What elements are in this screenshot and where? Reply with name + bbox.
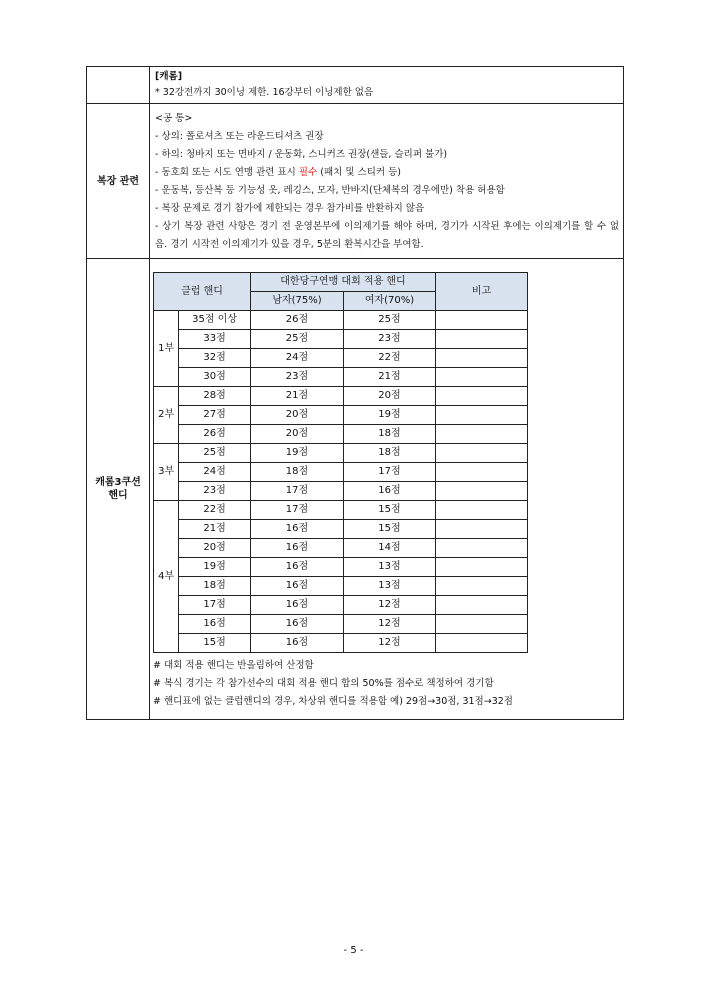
note-cell	[436, 311, 528, 330]
header-club-handicap: 클럽 핸디	[154, 273, 251, 311]
dress-line-top: - 상의: 폴로셔츠 또는 라운드티셔츠 권장	[155, 131, 324, 142]
male-handicap-cell: 17점	[251, 482, 344, 501]
note-cell	[436, 406, 528, 425]
male-handicap-cell: 23점	[251, 368, 344, 387]
dress-row-content	[150, 104, 624, 259]
female-handicap-cell: 21점	[344, 368, 436, 387]
note-cell	[436, 463, 528, 482]
club-handicap-cell: 22점	[179, 501, 251, 520]
dress-row-label: 복장 관련	[87, 104, 150, 259]
note-missing-handicap: # 핸디표에 없는 클럽핸디의 경우, 차상위 핸디를 적용함 예) 29점→30점, 31점→32점	[153, 696, 513, 707]
male-handicap-cell: 24점	[251, 349, 344, 368]
club-handicap-cell: 28점	[179, 387, 251, 406]
handicap-table-row	[154, 368, 528, 387]
handicap-row	[87, 259, 624, 720]
page-number: - 5 -	[343, 945, 364, 956]
note-rounding: # 대회 적용 핸디는 반올림하여 산정함	[153, 660, 314, 671]
header-federation-handicap: 대한당구연맹 대회 적용 핸디	[251, 273, 436, 292]
header-male: 남자(75%)	[251, 292, 344, 311]
female-handicap-cell: 23점	[344, 330, 436, 349]
note-cell	[436, 539, 528, 558]
header-note: 비고	[436, 273, 528, 311]
note-cell	[436, 387, 528, 406]
club-handicap-cell: 33점	[179, 330, 251, 349]
club-handicap-cell: 24점	[179, 463, 251, 482]
female-handicap-cell: 12점	[344, 596, 436, 615]
club-handicap-cell: 20점	[179, 539, 251, 558]
female-handicap-cell: 13점	[344, 577, 436, 596]
handicap-table-row	[154, 482, 528, 501]
club-handicap-cell: 27점	[179, 406, 251, 425]
handicap-table-row	[154, 501, 528, 520]
handicap-row-label	[87, 259, 150, 720]
handicap-table-row	[154, 558, 528, 577]
club-handicap-cell: 21점	[179, 520, 251, 539]
handicap-table-row	[154, 634, 528, 653]
female-handicap-cell: 18점	[344, 425, 436, 444]
note-cell	[436, 577, 528, 596]
female-handicap-cell: 19점	[344, 406, 436, 425]
note-cell	[436, 482, 528, 501]
carom-row-content	[150, 67, 624, 104]
handicap-row-content	[150, 259, 624, 720]
header-female: 여자(70%)	[344, 292, 436, 311]
female-handicap-cell: 12점	[344, 615, 436, 634]
handicap-table-row	[154, 330, 528, 349]
note-cell	[436, 615, 528, 634]
handicap-table	[153, 272, 528, 653]
female-handicap-cell: 22점	[344, 349, 436, 368]
note-cell	[436, 425, 528, 444]
female-handicap-cell: 15점	[344, 501, 436, 520]
carom-row-label	[87, 67, 150, 104]
note-cell	[436, 596, 528, 615]
male-handicap-cell: 25점	[251, 330, 344, 349]
required-mark: 필수	[298, 167, 318, 178]
dress-line-functional: - 운동복, 등산복 등 기능성 옷, 레깅스, 모자, 반바지(단체복의 경우에만) 착용 허용함	[155, 185, 505, 196]
female-handicap-cell: 25점	[344, 311, 436, 330]
male-handicap-cell: 26점	[251, 311, 344, 330]
club-handicap-cell: 30점	[179, 368, 251, 387]
female-handicap-cell: 17점	[344, 463, 436, 482]
dress-header: <공 통>	[155, 113, 193, 124]
male-handicap-cell: 18점	[251, 463, 344, 482]
female-handicap-cell: 13점	[344, 558, 436, 577]
club-handicap-cell: 35점 이상	[179, 311, 251, 330]
handicap-notes	[153, 657, 623, 711]
male-handicap-cell: 16점	[251, 615, 344, 634]
division-cell: 3부	[154, 444, 179, 501]
dress-row	[87, 104, 624, 259]
division-cell: 4부	[154, 501, 179, 653]
club-handicap-cell: 32점	[179, 349, 251, 368]
male-handicap-cell: 19점	[251, 444, 344, 463]
handicap-table-row	[154, 539, 528, 558]
note-cell	[436, 444, 528, 463]
male-handicap-cell: 16점	[251, 539, 344, 558]
male-handicap-cell: 16점	[251, 634, 344, 653]
male-handicap-cell: 16점	[251, 577, 344, 596]
note-cell	[436, 330, 528, 349]
male-handicap-cell: 21점	[251, 387, 344, 406]
dress-line-logo-b: (패치 및 스티커 등)	[317, 167, 401, 178]
female-handicap-cell: 12점	[344, 634, 436, 653]
note-cell	[436, 368, 528, 387]
female-handicap-cell: 20점	[344, 387, 436, 406]
dress-line-objection: - 상기 복장 관련 사항은 경기 전 운영본부에 이의제기를 해야 하며, 경기가 시작된 후에는 이의제기를 할 수 없음. 경기 시작전 이의제기가 있을 경우, 5분의 환복시간을 부여함.	[155, 221, 619, 250]
handicap-label-line2: 핸디	[108, 490, 128, 501]
club-handicap-cell: 18점	[179, 577, 251, 596]
club-handicap-cell: 17점	[179, 596, 251, 615]
division-cell: 2부	[154, 387, 179, 444]
note-cell	[436, 349, 528, 368]
club-handicap-cell: 19점	[179, 558, 251, 577]
club-handicap-cell: 16점	[179, 615, 251, 634]
carom-title: [캐롬]	[155, 71, 183, 82]
female-handicap-cell: 15점	[344, 520, 436, 539]
handicap-table-row	[154, 406, 528, 425]
handicap-table-row	[154, 463, 528, 482]
handicap-table-row	[154, 444, 528, 463]
note-doubles: # 복식 경기는 각 참가선수의 대회 적용 핸디 합의 50%를 점수로 책정하여 경기함	[153, 678, 494, 689]
female-handicap-cell: 14점	[344, 539, 436, 558]
female-handicap-cell: 18점	[344, 444, 436, 463]
handicap-table-row	[154, 425, 528, 444]
male-handicap-cell: 20점	[251, 425, 344, 444]
handicap-label-line1: 캐롬3쿠션	[95, 477, 141, 488]
male-handicap-cell: 16점	[251, 520, 344, 539]
dress-line-logo	[155, 164, 619, 182]
handicap-table-row	[154, 387, 528, 406]
note-cell	[436, 558, 528, 577]
club-handicap-cell: 15점	[179, 634, 251, 653]
handicap-table-row	[154, 615, 528, 634]
club-handicap-cell: 26점	[179, 425, 251, 444]
male-handicap-cell: 16점	[251, 558, 344, 577]
club-handicap-cell: 25점	[179, 444, 251, 463]
male-handicap-cell: 16점	[251, 596, 344, 615]
male-handicap-cell: 20점	[251, 406, 344, 425]
handicap-table-row	[154, 349, 528, 368]
division-cell: 1부	[154, 311, 179, 387]
rules-table	[86, 66, 624, 720]
handicap-table-row	[154, 577, 528, 596]
carom-row	[87, 67, 624, 104]
dress-line-refund: - 복장 문제로 경기 참가에 제한되는 경우 참가비를 반환하지 않음	[155, 203, 425, 214]
handicap-table-row	[154, 311, 528, 330]
club-handicap-cell: 23점	[179, 482, 251, 501]
female-handicap-cell: 16점	[344, 482, 436, 501]
dress-line-bottom: - 하의: 청바지 또는 면바지 / 운동화, 스니커즈 권장(샌들, 슬리퍼 불가)	[155, 149, 448, 160]
note-cell	[436, 501, 528, 520]
dress-line-logo-a: - 동호회 또는 시도 연맹 관련 표시	[155, 167, 299, 178]
handicap-table-row	[154, 520, 528, 539]
carom-inning-rule: * 32강전까지 30이닝 제한. 16강부터 이닝제한 없음	[155, 87, 374, 98]
handicap-table-row	[154, 596, 528, 615]
male-handicap-cell: 17점	[251, 501, 344, 520]
note-cell	[436, 520, 528, 539]
note-cell	[436, 634, 528, 653]
